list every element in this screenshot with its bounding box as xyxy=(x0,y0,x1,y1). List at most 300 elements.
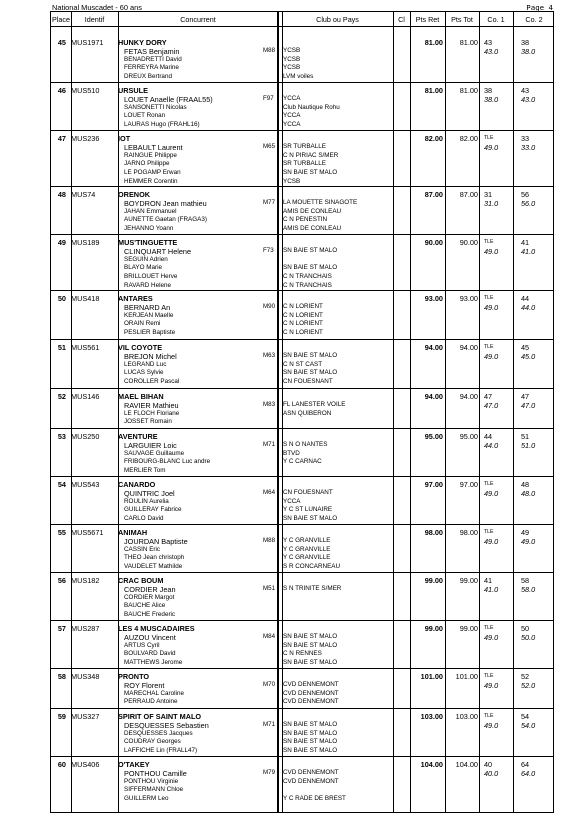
crew-member: PONTHOU Virginie xyxy=(124,777,179,785)
club-cell: SN BAIE ST MALO xyxy=(283,247,338,255)
ident-cell: MUS5671 xyxy=(71,528,104,537)
ident-cell: MUS327 xyxy=(71,712,100,721)
category-cell: M88 xyxy=(263,537,276,545)
boat-name: SPIRIT OF SAINT MALO xyxy=(118,712,202,721)
row-separator xyxy=(51,572,553,573)
co1-code: TLE xyxy=(484,295,494,301)
crew-member: COROLLER Pascal xyxy=(124,377,180,385)
crew-member: BRILLOUET Herve xyxy=(124,272,178,280)
crew-member: PESLIER Baptiste xyxy=(124,328,176,336)
pts-ret-cell: 94.00 xyxy=(424,392,443,401)
skipper-name: LEBAULT Laurent xyxy=(124,142,183,152)
boat-name: URSULE xyxy=(118,86,148,95)
club-cell: C N TRANCHAIS xyxy=(283,272,332,280)
ident-cell: MUS236 xyxy=(71,134,100,143)
crew-member: LEGRAND Luc xyxy=(124,360,167,368)
co2-cell: 33 xyxy=(521,134,530,143)
skipper-name: BREJON Michel xyxy=(124,351,177,361)
pts-tot-cell: 87.00 xyxy=(459,190,478,199)
place-cell: 57 xyxy=(57,624,66,633)
co1-cell: 43 xyxy=(484,38,493,47)
boat-name: ANTARES xyxy=(118,294,153,303)
co2-points: 49.0 xyxy=(521,536,536,546)
boat-name: CRAC BOUM xyxy=(118,576,164,585)
skipper-name: LOUET Anaelle (FRAAL55) xyxy=(124,94,213,104)
club-cell: SN BAIE ST MALO xyxy=(283,738,338,746)
crew-member: SAUVAGE Guillaume xyxy=(124,449,185,457)
boat-name: IOT xyxy=(118,134,131,143)
pts-tot-cell: 90.00 xyxy=(459,238,478,247)
co1-points: 49.0 xyxy=(484,351,499,361)
club-cell: Y C GRANVILLE xyxy=(283,545,331,553)
crew-member: VAUDELET Mathilde xyxy=(124,562,183,570)
boat-name: LES 4 MUSCADAIRES xyxy=(118,624,195,633)
crew-member: MERLIER Tom xyxy=(124,466,166,474)
co2-cell: 47 xyxy=(521,392,530,401)
club-cell: C N PIRIAC S/MER xyxy=(283,151,339,159)
co1-code: TLE xyxy=(484,344,494,350)
club-cell: YCCA xyxy=(283,95,301,103)
skipper-name: QUINTRIC Joel xyxy=(124,488,175,498)
club-cell: SN BAIE ST MALO xyxy=(283,658,338,666)
crew-member: CASSIN Eric xyxy=(124,545,161,553)
pts-ret-cell: 99.00 xyxy=(424,624,443,633)
pts-ret-cell: 93.00 xyxy=(424,294,443,303)
header-pts-ret: Pts Ret xyxy=(415,15,440,24)
category-cell: M63 xyxy=(263,352,276,360)
ident-cell: MUS287 xyxy=(71,624,100,633)
co2-cell: 41 xyxy=(521,238,530,247)
place-cell: 55 xyxy=(57,528,66,537)
crew-member: SIFFERMANN Chloe xyxy=(124,786,184,794)
co2-points: 43.0 xyxy=(521,94,536,104)
co1-code: TLE xyxy=(484,239,494,245)
club-cell: SN BAIE ST MALO xyxy=(283,352,338,360)
crew-member: RAVARD Helene xyxy=(124,281,172,289)
club-cell: YCCA xyxy=(283,120,301,128)
skipper-name: JOURDAN Baptiste xyxy=(124,536,188,546)
co1-code: TLE xyxy=(484,713,494,719)
club-cell: YCSB xyxy=(283,47,301,55)
club-cell: SN BAIE ST MALO xyxy=(283,729,338,737)
skipper-name: DESQUESSES Sebastien xyxy=(124,720,209,730)
crew-member: LUCAS Sylvie xyxy=(124,369,164,377)
page-number: Page 4 xyxy=(526,3,553,12)
crew-member: GUILLERM Leo xyxy=(124,794,169,802)
table-row xyxy=(51,432,553,476)
co1-cell: 47 xyxy=(484,392,493,401)
table-row xyxy=(51,392,553,436)
table-row xyxy=(51,480,553,524)
crew-member: SANSONETTI Nicolas xyxy=(124,103,187,111)
co2-cell: 49 xyxy=(521,528,530,537)
row-separator xyxy=(51,708,553,709)
crew-member: FERREYRA Marine xyxy=(124,64,179,72)
table-row xyxy=(51,238,553,289)
crew-member: LAFFICHE Lin (FRALL47) xyxy=(124,746,198,754)
co1-cell: 40 xyxy=(484,760,493,769)
crew-member: HEMMER Corentin xyxy=(124,177,178,185)
crew-member: DESQUESSES Jacques xyxy=(124,729,193,737)
club-cell: SN BAIE ST MALO xyxy=(283,514,338,522)
co1-points: 49.0 xyxy=(484,632,499,642)
crew-member: ARTUS Cyril xyxy=(124,641,160,649)
pts-tot-cell: 93.00 xyxy=(459,294,478,303)
boat-name: ANIMAH xyxy=(118,528,148,537)
club-cell: Y C GRANVILLE xyxy=(283,537,331,545)
pts-tot-cell: 104.00 xyxy=(455,760,478,769)
table-row xyxy=(51,38,553,82)
row-separator xyxy=(51,82,553,83)
pts-tot-cell: 94.00 xyxy=(459,392,478,401)
club-cell: Y C CARNAC xyxy=(283,458,322,466)
club-cell: C N LORIENT xyxy=(283,303,323,311)
co1-points: 49.0 xyxy=(484,680,499,690)
ident-cell: MUS1971 xyxy=(71,38,104,47)
category-cell: M88 xyxy=(263,47,276,55)
co1-points: 49.0 xyxy=(484,720,499,730)
co2-cell: 58 xyxy=(521,576,530,585)
co1-points: 47.0 xyxy=(484,400,499,410)
crew-member: SEGUIN Adrien xyxy=(124,255,168,263)
club-cell: C N TRANCHAIS xyxy=(283,281,332,289)
place-cell: 50 xyxy=(57,294,66,303)
pts-tot-cell: 99.00 xyxy=(459,624,478,633)
club-cell: SN BAIE ST MALO xyxy=(283,641,338,649)
co1-cell: 31 xyxy=(484,190,493,199)
row-separator xyxy=(51,186,553,187)
skipper-name: PONTHOU Camille xyxy=(124,768,187,778)
crew-member: ROULIN Aurelia xyxy=(124,497,169,505)
category-cell: M71 xyxy=(263,721,276,729)
pts-ret-cell: 90.00 xyxy=(424,238,443,247)
pts-tot-cell: 97.00 xyxy=(459,480,478,489)
pts-ret-cell: 81.00 xyxy=(424,38,443,47)
boat-name: AVENTURE xyxy=(118,432,158,441)
row-separator xyxy=(51,428,553,429)
club-cell: Y C ST LUNAIRE xyxy=(283,506,333,514)
pts-tot-cell: 81.00 xyxy=(459,86,478,95)
category-cell: M51 xyxy=(263,585,276,593)
skipper-name: ROY Florent xyxy=(124,680,165,690)
boat-name: HUNKY DORY xyxy=(118,38,167,47)
crew-member: THEO Jean christoph xyxy=(124,554,185,562)
co1-cell: 44 xyxy=(484,432,493,441)
skipper-name: BERNARD An xyxy=(124,302,171,312)
ident-cell: MUS250 xyxy=(71,432,100,441)
place-cell: 52 xyxy=(57,392,66,401)
club-cell: CVD DENNEMONT xyxy=(283,689,339,697)
co1-points: 49.0 xyxy=(484,142,499,152)
category-cell: M84 xyxy=(263,633,276,641)
place-cell: 49 xyxy=(57,238,66,247)
header-place: Place xyxy=(52,15,70,24)
club-cell: YCSB xyxy=(283,177,301,185)
co1-points: 38.0 xyxy=(484,94,499,104)
club-cell: AMIS DE CONLEAU xyxy=(283,224,342,232)
crew-member: JARNO Philippe xyxy=(124,160,170,168)
row-separator xyxy=(51,339,553,340)
crew-member: AUNETTE Gaetan (FRAGA3) xyxy=(124,216,207,224)
crew-member: FRIBOURG-BLANC Luc andre xyxy=(124,458,211,466)
place-cell: 59 xyxy=(57,712,66,721)
crew-member: COUDRAY Georges xyxy=(124,738,181,746)
co1-points: 49.0 xyxy=(484,302,499,312)
co2-points: 51.0 xyxy=(521,440,536,450)
club-cell: SN BAIE ST MALO xyxy=(283,721,338,729)
club-cell: CVD DENNEMONT xyxy=(283,769,339,777)
row-separator xyxy=(51,620,553,621)
category-cell: M79 xyxy=(263,769,276,777)
co1-cell: 41 xyxy=(484,576,493,585)
table-row xyxy=(51,576,553,620)
club-cell: C N RENNES xyxy=(283,650,322,658)
pts-tot-cell: 101.00 xyxy=(455,672,478,681)
co2-cell: 38 xyxy=(521,38,530,47)
place-cell: 53 xyxy=(57,432,66,441)
table-row xyxy=(51,672,553,716)
row-separator xyxy=(51,476,553,477)
header-co1: Co. 1 xyxy=(487,15,505,24)
club-cell: Club Nautique Rohu xyxy=(283,103,340,111)
category-cell: M90 xyxy=(263,303,276,311)
club-cell: C N LORIENT xyxy=(283,320,323,328)
category-cell: M77 xyxy=(263,199,276,207)
co2-points: 44.0 xyxy=(521,302,536,312)
crew-member: DREUX Bertrand xyxy=(124,72,172,80)
table-header xyxy=(51,12,553,27)
category-cell: M83 xyxy=(263,401,276,409)
club-cell: YCCA xyxy=(283,497,301,505)
table-row xyxy=(51,528,553,572)
club-cell: SR TURBALLE xyxy=(283,160,326,168)
co1-points: 31.0 xyxy=(484,198,499,208)
pts-tot-cell: 95.00 xyxy=(459,432,478,441)
co2-points: 33.0 xyxy=(521,142,536,152)
place-cell: 60 xyxy=(57,760,66,769)
co2-cell: 54 xyxy=(521,712,530,721)
crew-member: MARECHAL Caroline xyxy=(124,689,184,697)
co1-code: TLE xyxy=(484,625,494,631)
table-row xyxy=(51,624,553,668)
skipper-name: RAVIER Mathieu xyxy=(124,400,179,410)
club-cell: C N LORIENT xyxy=(283,328,323,336)
table-row xyxy=(51,760,553,804)
place-cell: 46 xyxy=(57,86,66,95)
club-cell: YCSB xyxy=(283,64,301,72)
boat-name: O'TAKEY xyxy=(118,760,150,769)
ident-cell: MUS510 xyxy=(71,86,100,95)
boat-name: MUS'TINGUETTE xyxy=(118,238,178,247)
row-separator xyxy=(51,524,553,525)
boat-name: MAEL BIHAN xyxy=(118,392,164,401)
pts-ret-cell: 99.00 xyxy=(424,576,443,585)
pts-tot-cell: 81.00 xyxy=(459,38,478,47)
ident-cell: MUS561 xyxy=(71,343,100,352)
table-row xyxy=(51,294,553,338)
skipper-name: BOYDRON Jean mathieu xyxy=(124,198,207,208)
crew-member: LE POGAMP Erwan xyxy=(124,168,181,176)
place-cell: 56 xyxy=(57,576,66,585)
co2-cell: 48 xyxy=(521,480,530,489)
table-row xyxy=(51,712,553,756)
co2-cell: 44 xyxy=(521,294,530,303)
co2-points: 56.0 xyxy=(521,198,536,208)
header-cl: Cl xyxy=(398,15,405,24)
header-ident: Identif xyxy=(84,15,105,24)
crew-member: BENADRETTI David xyxy=(124,55,182,63)
club-cell: YCCA xyxy=(283,112,301,120)
row-separator xyxy=(51,668,553,669)
crew-member: RAINGUE Philippe xyxy=(124,151,177,159)
co2-points: 64.0 xyxy=(521,768,536,778)
club-cell: SN BAIE ST MALO xyxy=(283,633,338,641)
co2-points: 50.0 xyxy=(521,632,536,642)
crew-member: PERRAUD Antoine xyxy=(124,698,178,706)
ident-cell: MUS406 xyxy=(71,760,100,769)
crew-member: CARLO David xyxy=(124,514,164,522)
boat-name: VIL COYOTE xyxy=(118,343,163,352)
crew-member: JAHAN Emmanuel xyxy=(124,207,177,215)
pts-ret-cell: 82.00 xyxy=(424,134,443,143)
crew-member: BAUCHE Frederic xyxy=(124,610,176,618)
co2-cell: 45 xyxy=(521,343,530,352)
place-cell: 45 xyxy=(57,38,66,47)
club-cell: Y C GRANVILLE xyxy=(283,554,331,562)
club-cell: S R CONCARNEAU xyxy=(283,562,341,570)
club-cell: SN BAIE ST MALO xyxy=(283,369,338,377)
header-club: Club ou Pays xyxy=(316,15,359,24)
pts-ret-cell: 98.00 xyxy=(424,528,443,537)
club-cell: SN BAIE ST MALO xyxy=(283,264,338,272)
skipper-name: LARGUIER Loic xyxy=(124,440,177,450)
co2-points: 47.0 xyxy=(521,400,536,410)
club-cell: YCSB xyxy=(283,55,301,63)
table-row xyxy=(51,190,553,234)
pts-ret-cell: 81.00 xyxy=(424,86,443,95)
pts-tot-cell: 98.00 xyxy=(459,528,478,537)
header-pts-tot: Pts Tot xyxy=(451,15,473,24)
club-cell: LVM voiles xyxy=(283,72,314,80)
boat-name: CANARDO xyxy=(118,480,156,489)
ident-cell: MUS146 xyxy=(71,392,100,401)
ident-cell: MUS189 xyxy=(71,238,100,247)
co2-points: 58.0 xyxy=(521,584,536,594)
crew-member: LE FLOCH Floriane xyxy=(124,409,180,417)
club-cell: S N TRINITE S/MER xyxy=(283,585,342,593)
pts-ret-cell: 87.00 xyxy=(424,190,443,199)
crew-member: BLAYO Marie xyxy=(124,264,163,272)
co1-code: TLE xyxy=(484,529,494,535)
club-cell: LA MOUETTE SINAGOTE xyxy=(283,199,358,207)
co1-points: 43.0 xyxy=(484,46,499,56)
club-cell: SN BAIE ST MALO xyxy=(283,746,338,754)
skipper-name: CORDIER Jean xyxy=(124,584,176,594)
club-cell: CN FOUESNANT xyxy=(283,489,333,497)
row-separator xyxy=(51,756,553,757)
pts-tot-cell: 99.00 xyxy=(459,576,478,585)
category-cell: M64 xyxy=(263,489,276,497)
club-cell: SR TURBALLE xyxy=(283,143,326,151)
table-row xyxy=(51,134,553,185)
co1-code: TLE xyxy=(484,673,494,679)
co2-points: 41.0 xyxy=(521,246,536,256)
co1-points: 44.0 xyxy=(484,440,499,450)
pts-tot-cell: 94.00 xyxy=(459,343,478,352)
row-separator xyxy=(51,290,553,291)
category-cell: F73 xyxy=(263,247,274,255)
crew-member: BOULVARD David xyxy=(124,650,176,658)
co1-points: 49.0 xyxy=(484,488,499,498)
header-concurrent: Concurrent xyxy=(180,15,216,24)
place-cell: 54 xyxy=(57,480,66,489)
skipper-name: AUZOU Vincent xyxy=(124,632,176,642)
header-co2: Co. 2 xyxy=(525,15,543,24)
crew-member: JEHANNO Yoann xyxy=(124,224,174,232)
skipper-name: FETAS Benjamin xyxy=(124,46,180,56)
co2-cell: 43 xyxy=(521,86,530,95)
crew-member: LAURAS Hugo (FRAHL16) xyxy=(124,120,200,128)
co2-points: 54.0 xyxy=(521,720,536,730)
co2-cell: 51 xyxy=(521,432,530,441)
co2-cell: 56 xyxy=(521,190,530,199)
club-cell: AMIS DE CONLEAU xyxy=(283,207,342,215)
co1-points: 41.0 xyxy=(484,584,499,594)
ident-cell: MUS182 xyxy=(71,576,100,585)
crew-member: ORAIN Remi xyxy=(124,320,161,328)
co1-code: TLE xyxy=(484,481,494,487)
club-cell: S N O NANTES xyxy=(283,441,328,449)
results-table xyxy=(50,11,554,813)
pts-tot-cell: 82.00 xyxy=(459,134,478,143)
club-cell: CVD DENNEMONT xyxy=(283,681,339,689)
club-cell: SN BAIE ST MALO xyxy=(283,168,338,176)
co2-cell: 52 xyxy=(521,672,530,681)
pts-tot-cell: 103.00 xyxy=(455,712,478,721)
row-separator xyxy=(51,234,553,235)
co2-points: 52.0 xyxy=(521,680,536,690)
ident-cell: MUS74 xyxy=(71,190,96,199)
table-row xyxy=(51,86,553,130)
pts-ret-cell: 101.00 xyxy=(420,672,443,681)
crew-member: GUILLERAY Fabrice xyxy=(124,506,182,514)
club-cell: C N PENESTIN xyxy=(283,216,328,224)
crew-member: JOSSET Romain xyxy=(124,418,172,426)
place-cell: 51 xyxy=(57,343,66,352)
pts-ret-cell: 97.00 xyxy=(424,480,443,489)
document-title: National Muscadet - 60 ans xyxy=(52,3,142,12)
club-cell: CN FOUESNANT xyxy=(283,377,333,385)
club-cell: C N LORIENT xyxy=(283,311,323,319)
place-cell: 47 xyxy=(57,134,66,143)
co2-points: 45.0 xyxy=(521,351,536,361)
club-cell: Y C RADE DE BREST xyxy=(283,794,346,802)
co2-cell: 64 xyxy=(521,760,530,769)
pts-ret-cell: 95.00 xyxy=(424,432,443,441)
co2-points: 38.0 xyxy=(521,46,536,56)
co1-points: 40.0 xyxy=(484,768,499,778)
club-cell: ASN QUIBERON xyxy=(283,409,332,417)
ident-cell: MUS543 xyxy=(71,480,100,489)
place-cell: 48 xyxy=(57,190,66,199)
pts-ret-cell: 103.00 xyxy=(420,712,443,721)
co2-cell: 50 xyxy=(521,624,530,633)
row-separator xyxy=(51,130,553,131)
pts-ret-cell: 94.00 xyxy=(424,343,443,352)
category-cell: M70 xyxy=(263,681,276,689)
row-separator xyxy=(51,388,553,389)
ident-cell: MUS418 xyxy=(71,294,100,303)
